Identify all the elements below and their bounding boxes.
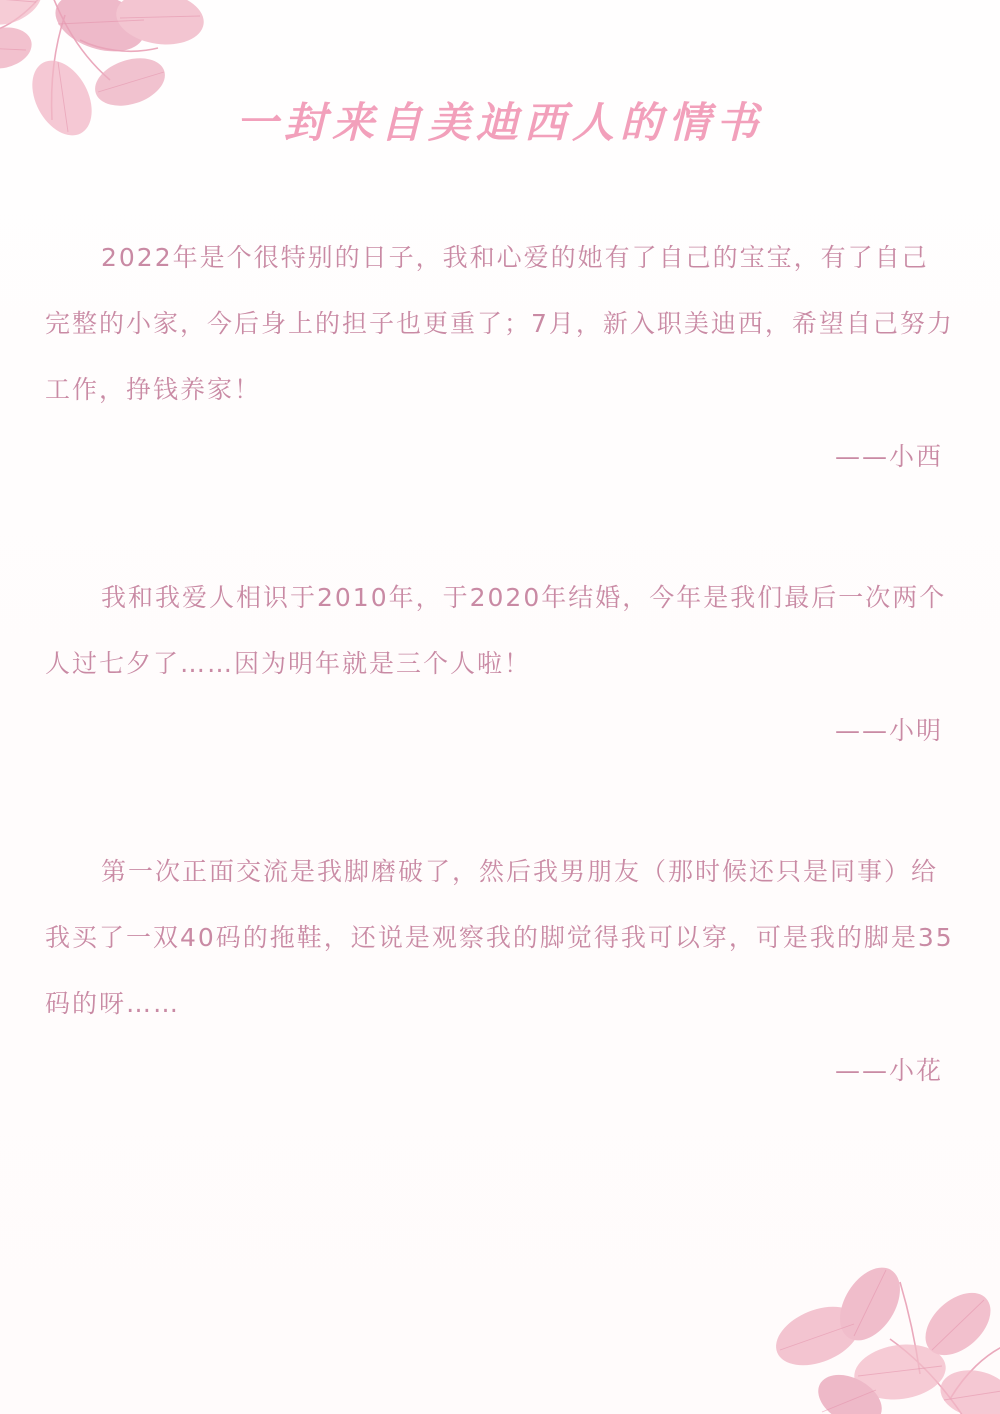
letter-item [0, 565, 1000, 747]
leaf-branch-bottom-right-icon [750, 1204, 1000, 1414]
letters-container [0, 225, 1000, 1179]
letter-body: 我和我爱人相识于2010年，于2020年结婚，今年是我们最后一次两个人过七夕了……因为明年就是三个人啦！ [45, 583, 947, 678]
letter-item [0, 839, 1000, 1087]
letter-body: 2022年是个很特别的日子，我和心爱的她有了自己的宝宝，有了自己完整的小家，今后身上的担子也更重了；7月，新入职美迪西，希望自己努力工作，挣钱养家！ [45, 243, 954, 404]
letter-signature: ——小西 [834, 442, 943, 471]
letter-item [0, 225, 1000, 473]
letter-signature: ——小花 [834, 1056, 943, 1085]
page-title: 一封来自美迪西人的情书 [235, 98, 764, 148]
letter-signature: ——小明 [834, 716, 943, 745]
letter-body: 第一次正面交流是我脚磨破了，然后我男朋友（那时候还只是同事）给我买了一双40码的拖鞋，还说是观察我的脚觉得我可以穿，可是我的脚是35码的呀…… [45, 857, 954, 1018]
